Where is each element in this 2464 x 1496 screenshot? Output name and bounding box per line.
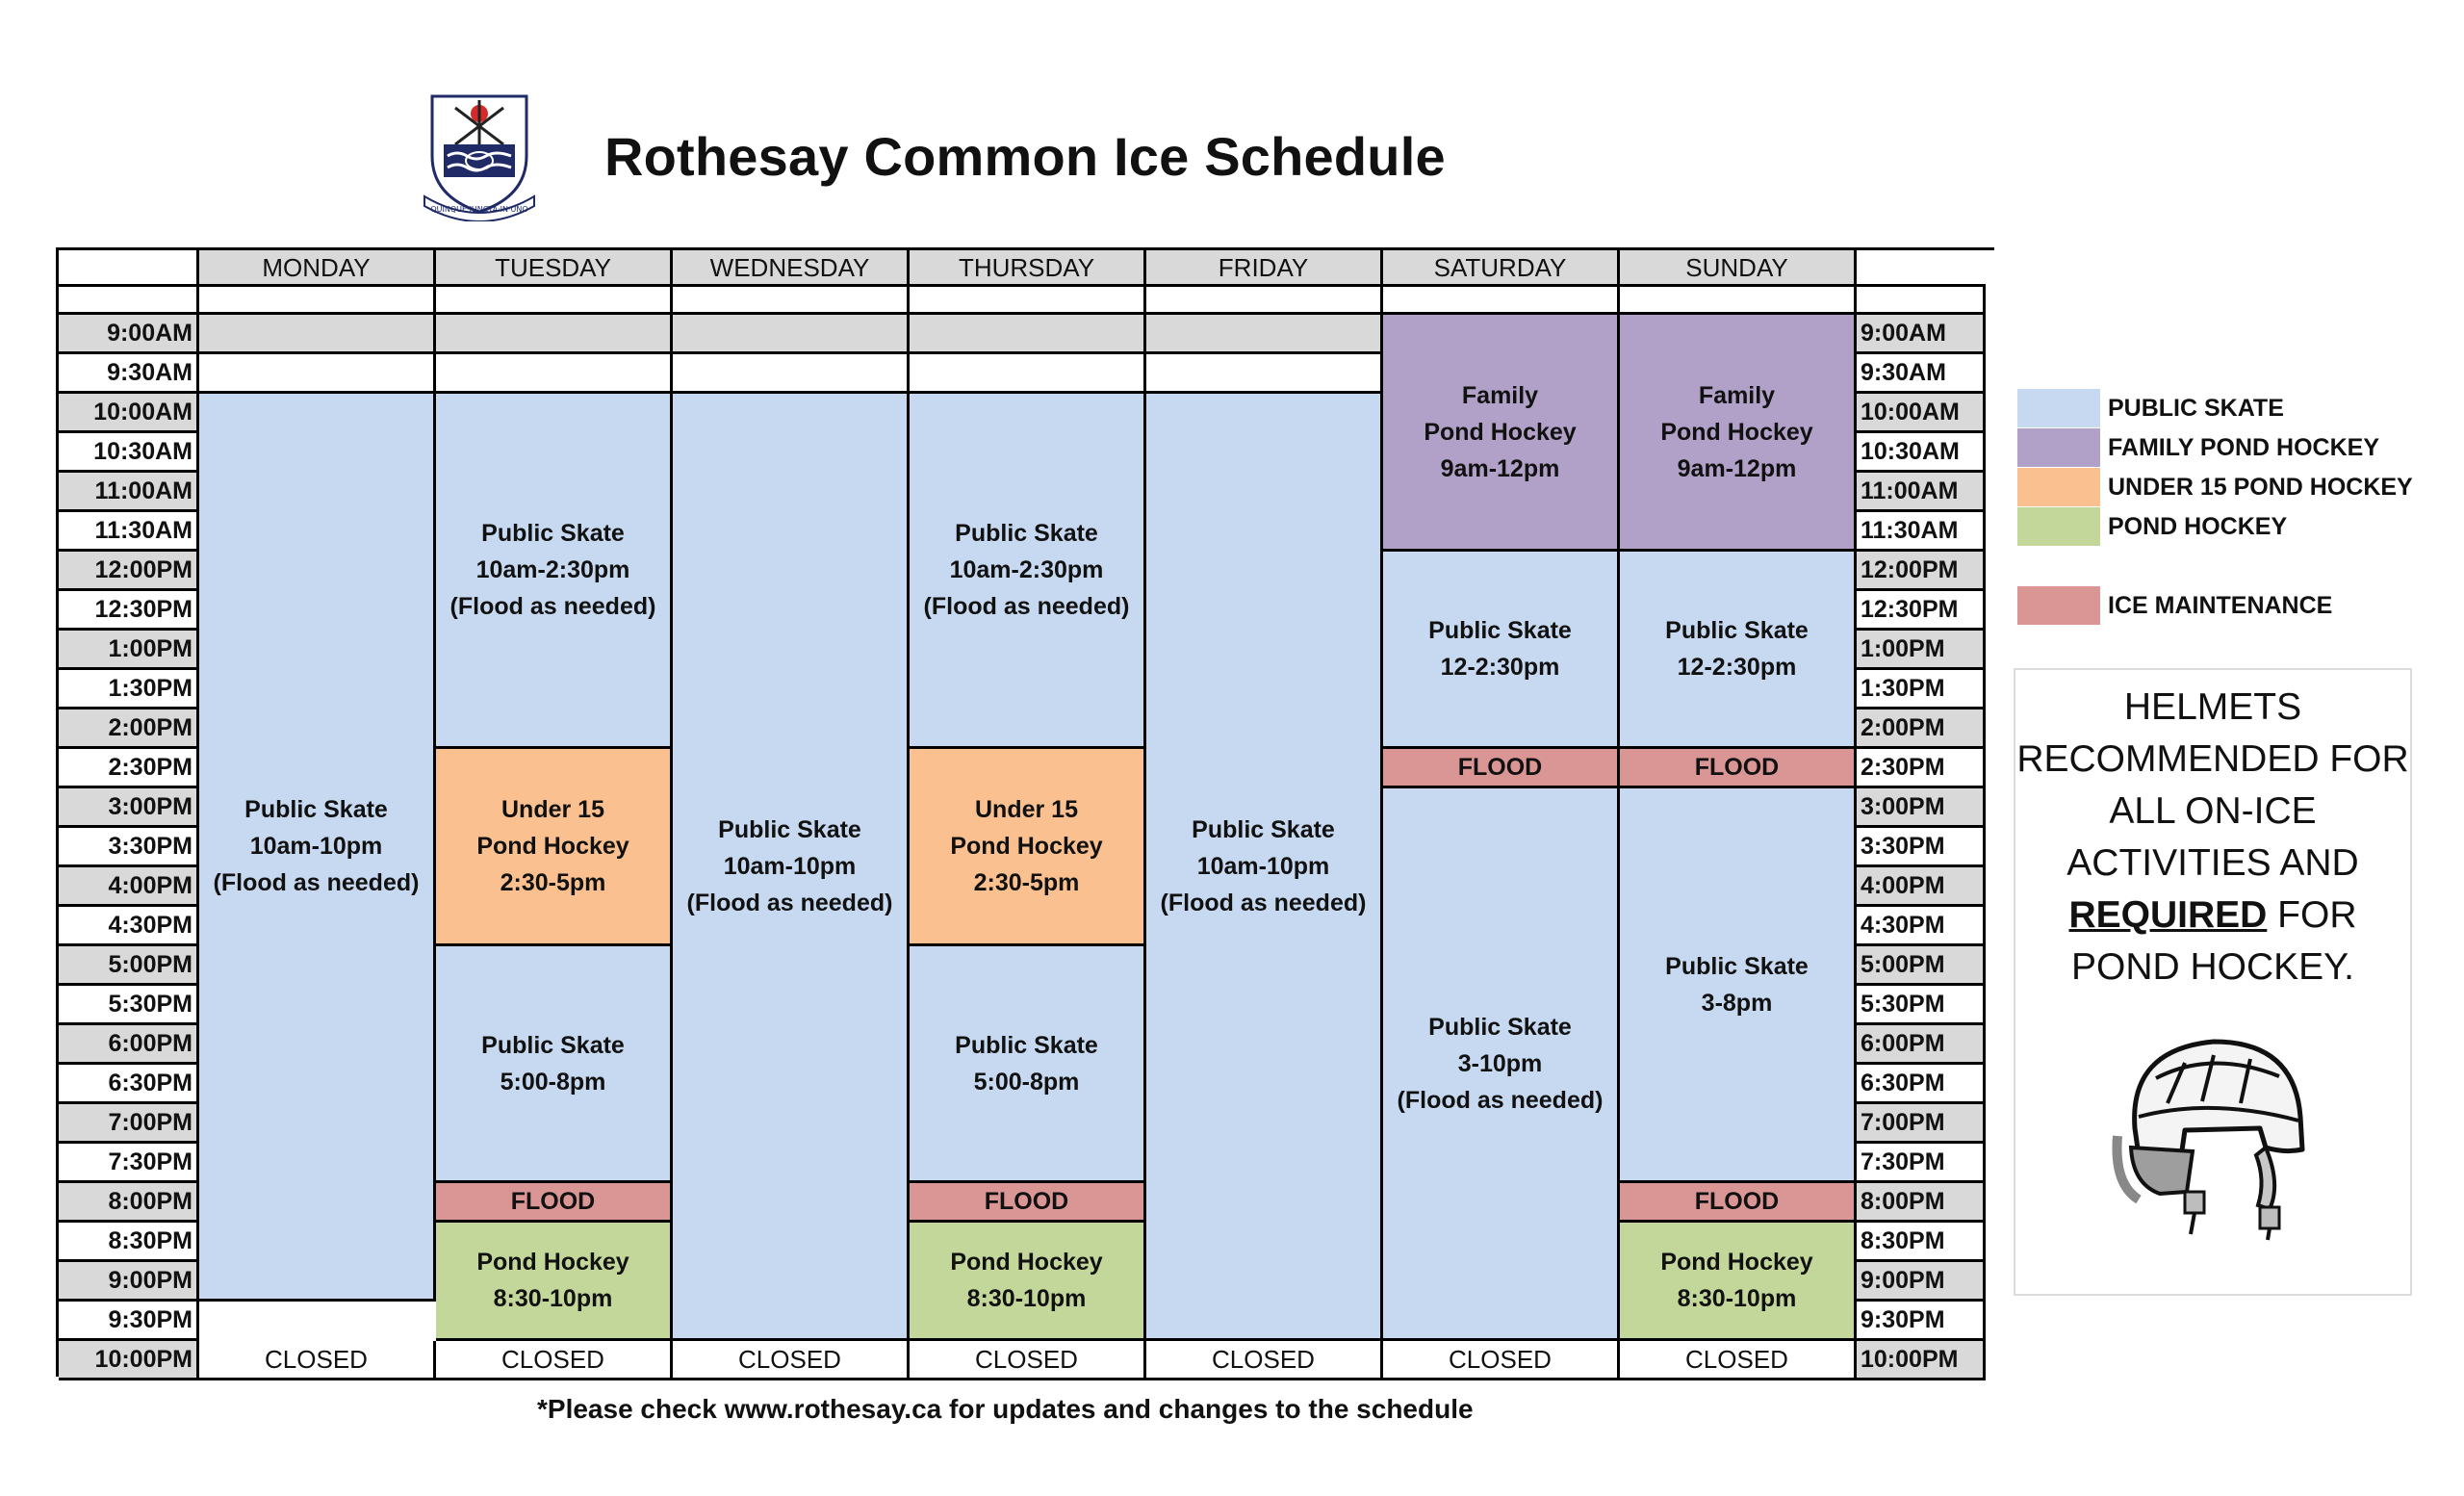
block-wednesday-public-skate: Public Skate 10am-10pm (Flood as needed) <box>673 394 910 1341</box>
empty-slot <box>910 315 1146 354</box>
spacer-cell <box>910 287 1146 315</box>
time-label: 8:00PM <box>1857 1183 1986 1223</box>
block-sunday-public-skate-midday: Public Skate 12-2:30pm <box>1620 552 1857 749</box>
time-label: 5:00PM <box>1857 946 1986 986</box>
empty-slot <box>436 354 673 394</box>
spacer-cell <box>436 287 673 315</box>
corner-cell <box>59 250 199 287</box>
block-tuesday-public-skate-pm: Public Skate 5:00-8pm <box>436 946 673 1183</box>
legend-label: FAMILY POND HOCKEY <box>2108 433 2379 461</box>
time-label: 1:30PM <box>59 670 199 709</box>
empty-slot <box>199 315 436 354</box>
block-saturday-public-skate-pm: Public Skate 3-10pm (Flood as needed) <box>1383 788 1620 1341</box>
closed-cell: CLOSED <box>1383 1341 1620 1380</box>
block-tuesday-public-skate-am: Public Skate 10am-2:30pm (Flood as needed) <box>436 394 673 749</box>
block-thursday-pond-hockey: Pond Hockey 8:30-10pm <box>910 1223 1146 1341</box>
legend-swatch <box>2017 428 2100 467</box>
legend-item-pond-hockey <box>2017 507 2287 546</box>
day-header-saturday: SATURDAY <box>1383 250 1620 287</box>
hockey-helmet-icon <box>2096 1020 2323 1244</box>
notice-line: HELMETS <box>2123 686 2302 728</box>
time-label: 10:00PM <box>59 1341 199 1380</box>
notice-line: ACTIVITIES AND <box>2066 842 2359 884</box>
notice-line: RECOMMENDED FOR <box>2016 738 2409 780</box>
time-label: 6:30PM <box>59 1065 199 1104</box>
notice-line <box>2015 890 2410 941</box>
empty-slot <box>1146 354 1383 394</box>
footer-note: *Please check www.rothesay.ca for updates and changes to the schedule <box>537 1394 1474 1424</box>
day-header-thursday: THURSDAY <box>910 250 1146 287</box>
legend-item-ice-maintenance <box>2017 586 2332 625</box>
legend-swatch <box>2017 586 2100 625</box>
closed-cell: CLOSED <box>436 1341 673 1380</box>
time-label: 3:00PM <box>59 788 199 828</box>
town-crest-icon <box>419 89 540 221</box>
time-label: 9:00AM <box>59 315 199 354</box>
time-label: 1:30PM <box>1857 670 1986 709</box>
notice-line: POND HOCKEY. <box>2070 946 2355 988</box>
day-header-tuesday: TUESDAY <box>436 250 673 287</box>
svg-text:QUINQUE·JUNCTA·IN·UNO: QUINQUE·JUNCTA·IN·UNO <box>430 205 528 214</box>
time-label: 9:30AM <box>59 354 199 394</box>
time-label: 9:30AM <box>1857 354 1986 394</box>
day-header-friday: FRIDAY <box>1146 250 1383 287</box>
block-sunday-public-skate-pm: Public Skate 3-8pm <box>1620 788 1857 1183</box>
time-label: 8:30PM <box>59 1223 199 1262</box>
time-label: 9:00PM <box>59 1262 199 1302</box>
block-saturday-flood: FLOOD <box>1383 749 1620 788</box>
spacer-cell <box>1620 287 1857 315</box>
block-sunday-pond-hockey: Pond Hockey 8:30-10pm <box>1620 1223 1857 1341</box>
time-label: 7:00PM <box>1857 1104 1986 1144</box>
empty-slot <box>199 354 436 394</box>
legend-swatch <box>2017 389 2100 427</box>
legend-item-under15 <box>2017 468 2413 506</box>
time-label: 4:30PM <box>1857 907 1986 946</box>
schedule-table <box>56 247 1994 1377</box>
notice-line: ALL ON-ICE <box>2109 790 2317 832</box>
time-label: 10:00AM <box>1857 394 1986 433</box>
closed-cell: CLOSED <box>673 1341 910 1380</box>
time-label: 6:00PM <box>1857 1025 1986 1065</box>
time-label: 11:30AM <box>59 512 199 552</box>
time-label: 5:00PM <box>59 946 199 986</box>
time-label: 12:30PM <box>59 591 199 631</box>
day-header-sunday: SUNDAY <box>1620 250 1857 287</box>
time-label: 5:30PM <box>1857 986 1986 1025</box>
legend-item-family-pond-hockey <box>2017 428 2379 467</box>
closed-cell: CLOSED <box>1146 1341 1383 1380</box>
time-label: 4:30PM <box>59 907 199 946</box>
legend-label: UNDER 15 POND HOCKEY <box>2108 473 2413 501</box>
block-tuesday-flood: FLOOD <box>436 1183 673 1223</box>
time-label: 11:00AM <box>1857 473 1986 512</box>
time-label: 12:30PM <box>1857 591 1986 631</box>
block-tuesday-under15: Under 15 Pond Hockey 2:30-5pm <box>436 749 673 946</box>
block-thursday-public-skate-pm: Public Skate 5:00-8pm <box>910 946 1146 1183</box>
time-label: 12:00PM <box>1857 552 1986 591</box>
legend-label: POND HOCKEY <box>2108 512 2288 540</box>
time-label: 7:00PM <box>59 1104 199 1144</box>
spacer-cell <box>199 287 436 315</box>
helmet-notice <box>2014 668 2412 1296</box>
page-title: Rothesay Common Ice Schedule <box>604 126 1446 187</box>
time-label: 10:30AM <box>59 433 199 473</box>
block-thursday-under15: Under 15 Pond Hockey 2:30-5pm <box>910 749 1146 946</box>
notice-text-fragment: FOR <box>2267 894 2357 936</box>
block-sunday-flood: FLOOD <box>1620 749 1857 788</box>
time-label: 1:00PM <box>59 631 199 670</box>
block-thursday-public-skate-am: Public Skate 10am-2:30pm (Flood as needed) <box>910 394 1146 749</box>
day-header-monday: MONDAY <box>199 250 436 287</box>
time-label: 2:30PM <box>59 749 199 788</box>
time-label: 6:30PM <box>1857 1065 1986 1104</box>
corner-cell <box>1857 250 1986 287</box>
spacer-cell <box>1146 287 1383 315</box>
empty-slot <box>1146 315 1383 354</box>
time-label: 11:30AM <box>1857 512 1986 552</box>
legend-label: ICE MAINTENANCE <box>2108 591 2333 619</box>
time-label: 4:00PM <box>1857 867 1986 907</box>
spacer-cell <box>1857 287 1986 315</box>
block-thursday-flood: FLOOD <box>910 1183 1146 1223</box>
time-label: 4:00PM <box>59 867 199 907</box>
time-label: 5:30PM <box>59 986 199 1025</box>
time-label: 2:00PM <box>1857 709 1986 749</box>
block-saturday-family-pond-hockey: Family Pond Hockey 9am-12pm <box>1383 315 1620 552</box>
spacer-cell <box>1383 287 1620 315</box>
empty-slot <box>673 354 910 394</box>
block-sunday-flood-evening: FLOOD <box>1620 1183 1857 1223</box>
time-label: 9:30PM <box>59 1302 199 1341</box>
time-label: 7:30PM <box>59 1144 199 1183</box>
time-label: 10:30AM <box>1857 433 1986 473</box>
time-label: 1:00PM <box>1857 631 1986 670</box>
block-friday-public-skate: Public Skate 10am-10pm (Flood as needed) <box>1146 394 1383 1341</box>
closed-cell: CLOSED <box>910 1341 1146 1380</box>
spacer-cell <box>59 287 199 315</box>
time-label: 9:00PM <box>1857 1262 1986 1302</box>
time-label: 3:30PM <box>1857 828 1986 867</box>
time-label: 10:00AM <box>59 394 199 433</box>
helmet-notice-text <box>2015 670 2410 993</box>
time-label: 9:30PM <box>1857 1302 1986 1341</box>
time-label: 6:00PM <box>59 1025 199 1065</box>
legend-swatch <box>2017 468 2100 506</box>
time-label: 11:00AM <box>59 473 199 512</box>
time-label: 3:30PM <box>59 828 199 867</box>
time-label: 3:00PM <box>1857 788 1986 828</box>
empty-slot <box>910 354 1146 394</box>
time-label: 9:00AM <box>1857 315 1986 354</box>
spacer-cell <box>673 287 910 315</box>
empty-slot <box>673 315 910 354</box>
time-label: 8:00PM <box>59 1183 199 1223</box>
day-header-wednesday: WEDNESDAY <box>673 250 910 287</box>
block-sunday-family-pond-hockey: Family Pond Hockey 9am-12pm <box>1620 315 1857 552</box>
block-tuesday-pond-hockey: Pond Hockey 8:30-10pm <box>436 1223 673 1341</box>
time-label: 2:30PM <box>1857 749 1986 788</box>
legend-label: PUBLIC SKATE <box>2108 394 2284 422</box>
empty-slot <box>436 315 673 354</box>
time-label: 8:30PM <box>1857 1223 1986 1262</box>
block-monday-public-skate: Public Skate 10am-10pm (Flood as needed) <box>199 394 436 1302</box>
time-label: 2:00PM <box>59 709 199 749</box>
closed-cell: CLOSED <box>199 1341 436 1380</box>
legend-swatch <box>2017 507 2100 546</box>
block-saturday-public-skate-midday: Public Skate 12-2:30pm <box>1383 552 1620 749</box>
closed-cell: CLOSED <box>1620 1341 1857 1380</box>
time-label: 7:30PM <box>1857 1144 1986 1183</box>
required-emphasis: REQUIRED <box>2068 894 2268 936</box>
legend-item-public-skate <box>2017 389 2284 427</box>
time-label: 10:00PM <box>1857 1341 1986 1380</box>
time-label: 12:00PM <box>59 552 199 591</box>
